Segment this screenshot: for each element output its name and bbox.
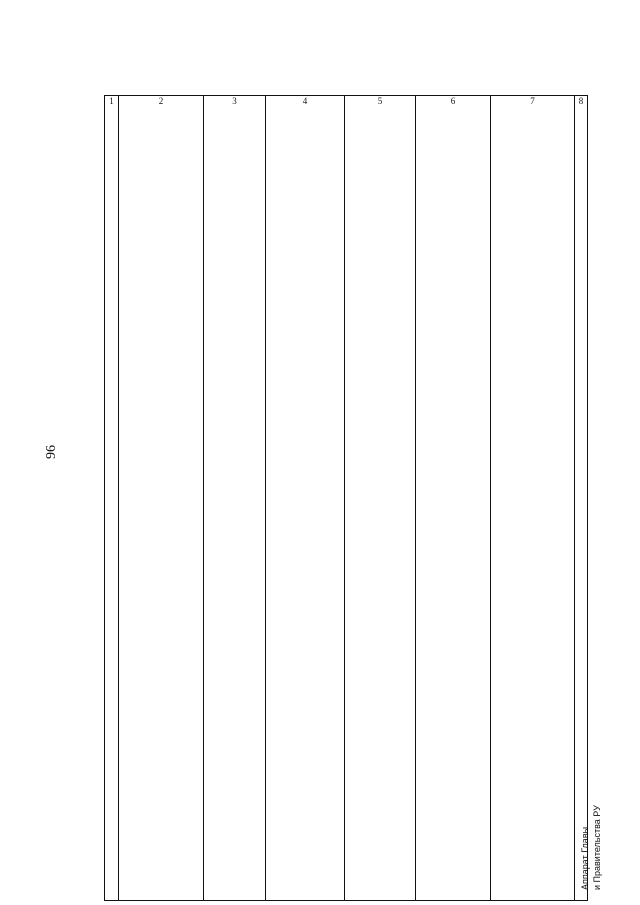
page-number: 96 (44, 445, 59, 459)
footer-line-2: и Правительства РУ (592, 805, 602, 890)
column-header-8: 8 (575, 96, 588, 901)
document-table (104, 95, 588, 901)
column-header-5: 5 (345, 96, 416, 901)
column-header-3: 3 (204, 96, 266, 901)
column-header-6: 6 (416, 96, 491, 901)
footer-line-1: Аппарат Главы (580, 826, 590, 890)
column-header-1: 1 (105, 96, 119, 901)
column-header-2: 2 (119, 96, 204, 901)
column-header-4: 4 (266, 96, 345, 901)
footer-note (579, 770, 603, 890)
column-header-7: 7 (491, 96, 575, 901)
table-row-column-headers (105, 96, 588, 901)
